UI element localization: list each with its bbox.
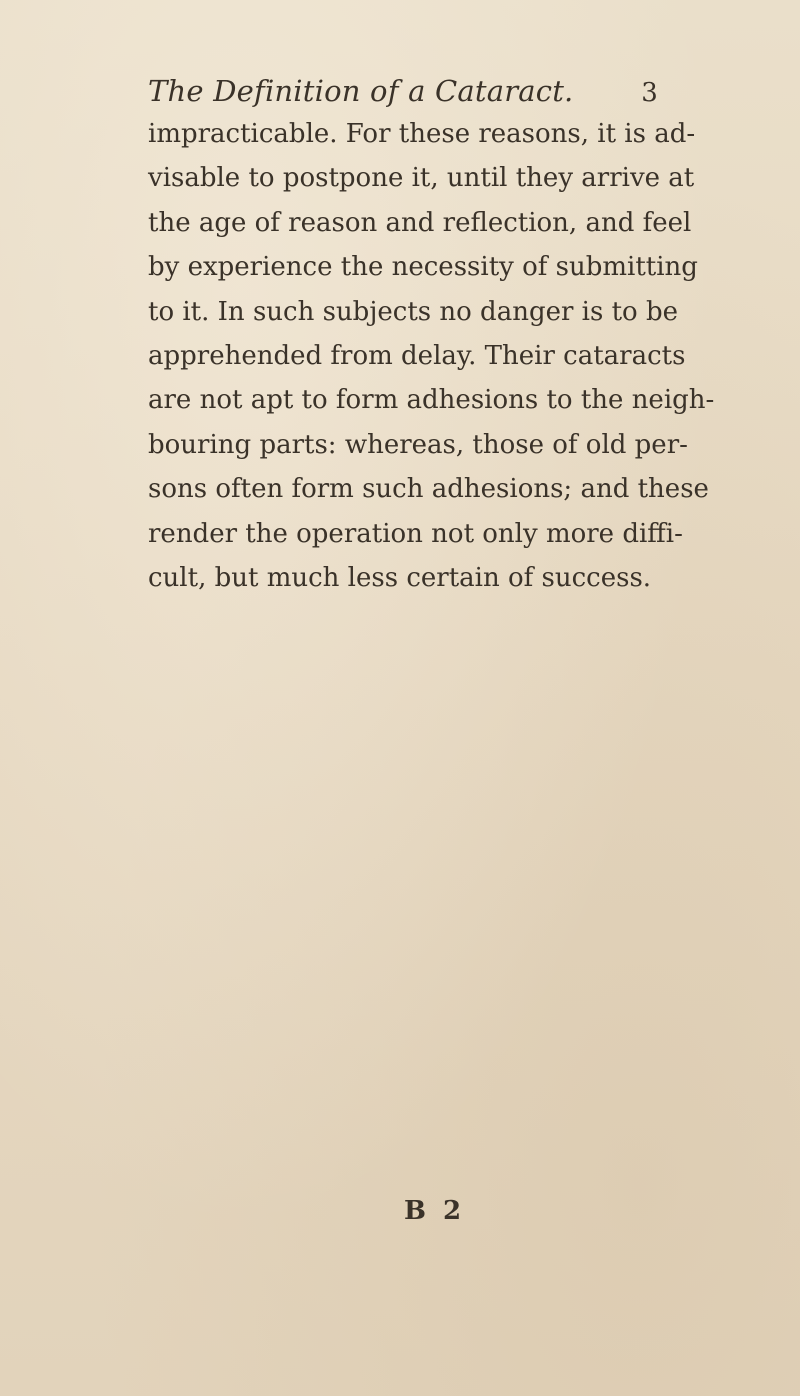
text-line: apprehended from delay. Their cataracts [148, 340, 686, 371]
text-line: to it. In such subjects no danger is to be [148, 296, 678, 327]
running-head-title: The Definition of a Cataract. [148, 74, 574, 108]
text-line: bouring parts: whereas, those of old per- [148, 429, 688, 460]
text-line: render the operation not only more diffi- [148, 518, 683, 549]
text-line: sons often form such adhesions; and these [148, 474, 709, 505]
text-line: visable to postpone it, until they arrive at [148, 163, 695, 194]
text-line: the age of reason and reflection, and feel [148, 207, 692, 238]
signature-mark: B 2 [404, 1196, 466, 1226]
body-paragraph [148, 112, 715, 600]
text-line: impracticable. For these reasons, it is ad- [148, 119, 696, 149]
page-number: 3 [641, 78, 658, 108]
text-line: are not apt to form adhesions to the neigh- [148, 385, 715, 416]
text-line-last: cult, but much less certain of success. [148, 562, 652, 593]
text-line: by experience the necessity of submitting [148, 252, 698, 283]
